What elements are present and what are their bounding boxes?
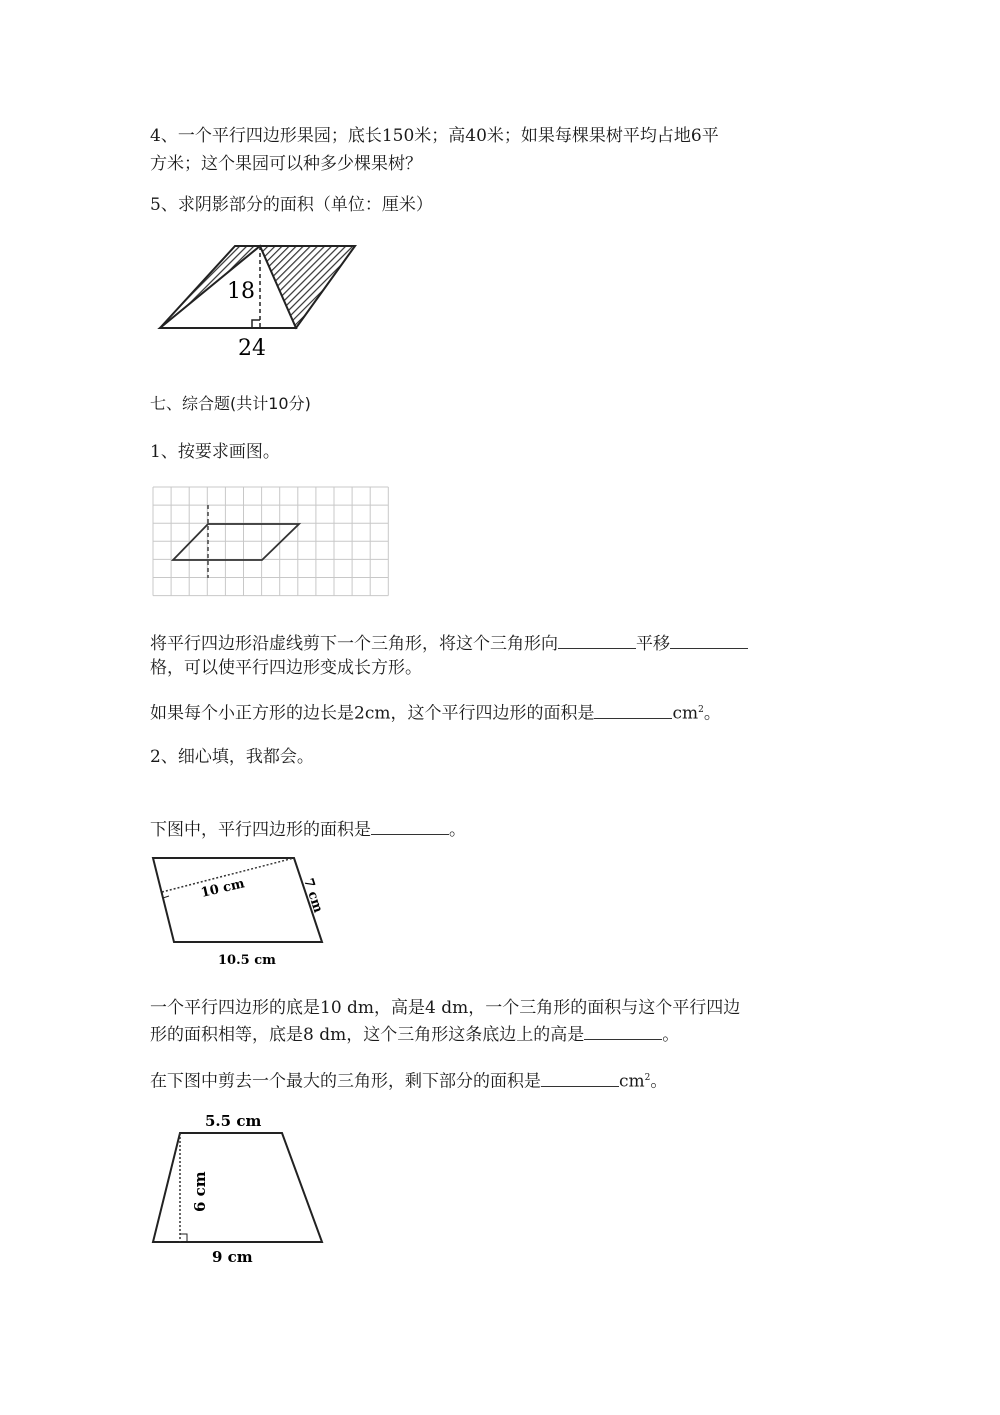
c2-height-blank[interactable] [584,1021,662,1040]
c2-fill1-text: 下图中，平行四边形的面积是 [150,820,371,840]
c1-grid-figure [153,487,389,599]
c2-para-end: 。 [662,1025,680,1045]
c1-line1-text-a: 将平行四边形沿虚线剪下一个三角形，将这个三角形向 [150,634,558,654]
c2-parallelogram-figure [150,852,330,972]
c2-bottom-label: 9 cm [212,1248,253,1266]
c1-unit: cm [672,703,699,724]
c2-fill3-text: 在下图中剪去一个最大的三角形，剩下部分的面积是 [150,1071,541,1092]
c2-fill3-end: 。 [650,1071,668,1092]
c2-height-label: 6 cm [191,1171,209,1212]
c1-line1 [150,630,748,656]
c2-side-label: 7 cm [300,876,326,915]
c2-fill3 [150,1066,667,1094]
c1-distance-blank[interactable] [670,630,748,649]
c2-unit-exponent: 2 [644,1073,651,1083]
q5-text: 5、求阴影部分的面积（单位：厘米） [150,195,433,215]
c1-title: 1、按要求画图。 [150,442,280,462]
c2-title: 2、细心填，我都会。 [150,747,314,767]
c1-line3 [150,698,721,726]
c1-line2: 格，可以使平行四边形变成长方形。 [150,658,422,678]
c2-remaining-area-blank[interactable] [541,1068,619,1087]
q5-height-label: 18 [227,279,255,304]
c2-trapezoid-outline [153,1133,322,1242]
c1-area-blank[interactable] [594,700,672,719]
c2-unit: cm [619,1071,645,1092]
section7-title: 七、综合题(共计10分) [150,394,311,413]
c2-parallelogram-outline [153,858,322,942]
c2-fill1 [150,816,466,842]
q5-base-label: 24 [238,336,266,361]
c2-top-label: 5.5 cm [205,1112,262,1130]
q4-line2: 方米；这个果园可以种多少棵果树？ [150,154,422,174]
c2-para-line2-text: 形的面积相等，底是8 dm，这个三角形这条底边上的高是 [150,1025,585,1045]
q4-line1: 4、一个平行四边形果园；底长150米；高40米；如果每棵果树平均占地6平 [150,126,719,146]
c2-para-line2 [150,1021,679,1047]
c2-diag-label: 10 cm [199,876,247,901]
c1-line3-text: 如果每个小正方形的边长是2cm，这个平行四边形的面积是 [150,703,595,724]
c2-fill1-end: 。 [449,820,466,840]
c2-fill1-blank[interactable] [371,816,449,835]
c2-trapezoid-right-angle [180,1234,187,1242]
c1-end: 。 [703,703,721,724]
c1-direction-blank[interactable] [558,630,636,649]
c2-trapezoid-figure [150,1108,340,1268]
c1-unit-exponent: 2 [698,705,704,715]
c1-line1-text-b: 平移 [636,634,670,654]
q5-shaded-parallelogram-figure [150,236,370,366]
c2-base-label: 10.5 cm [218,953,276,968]
c2-para-line1: 一个平行四边形的底是10 dm，高是4 dm，一个三角形的面积与这个平行四边 [150,998,741,1018]
